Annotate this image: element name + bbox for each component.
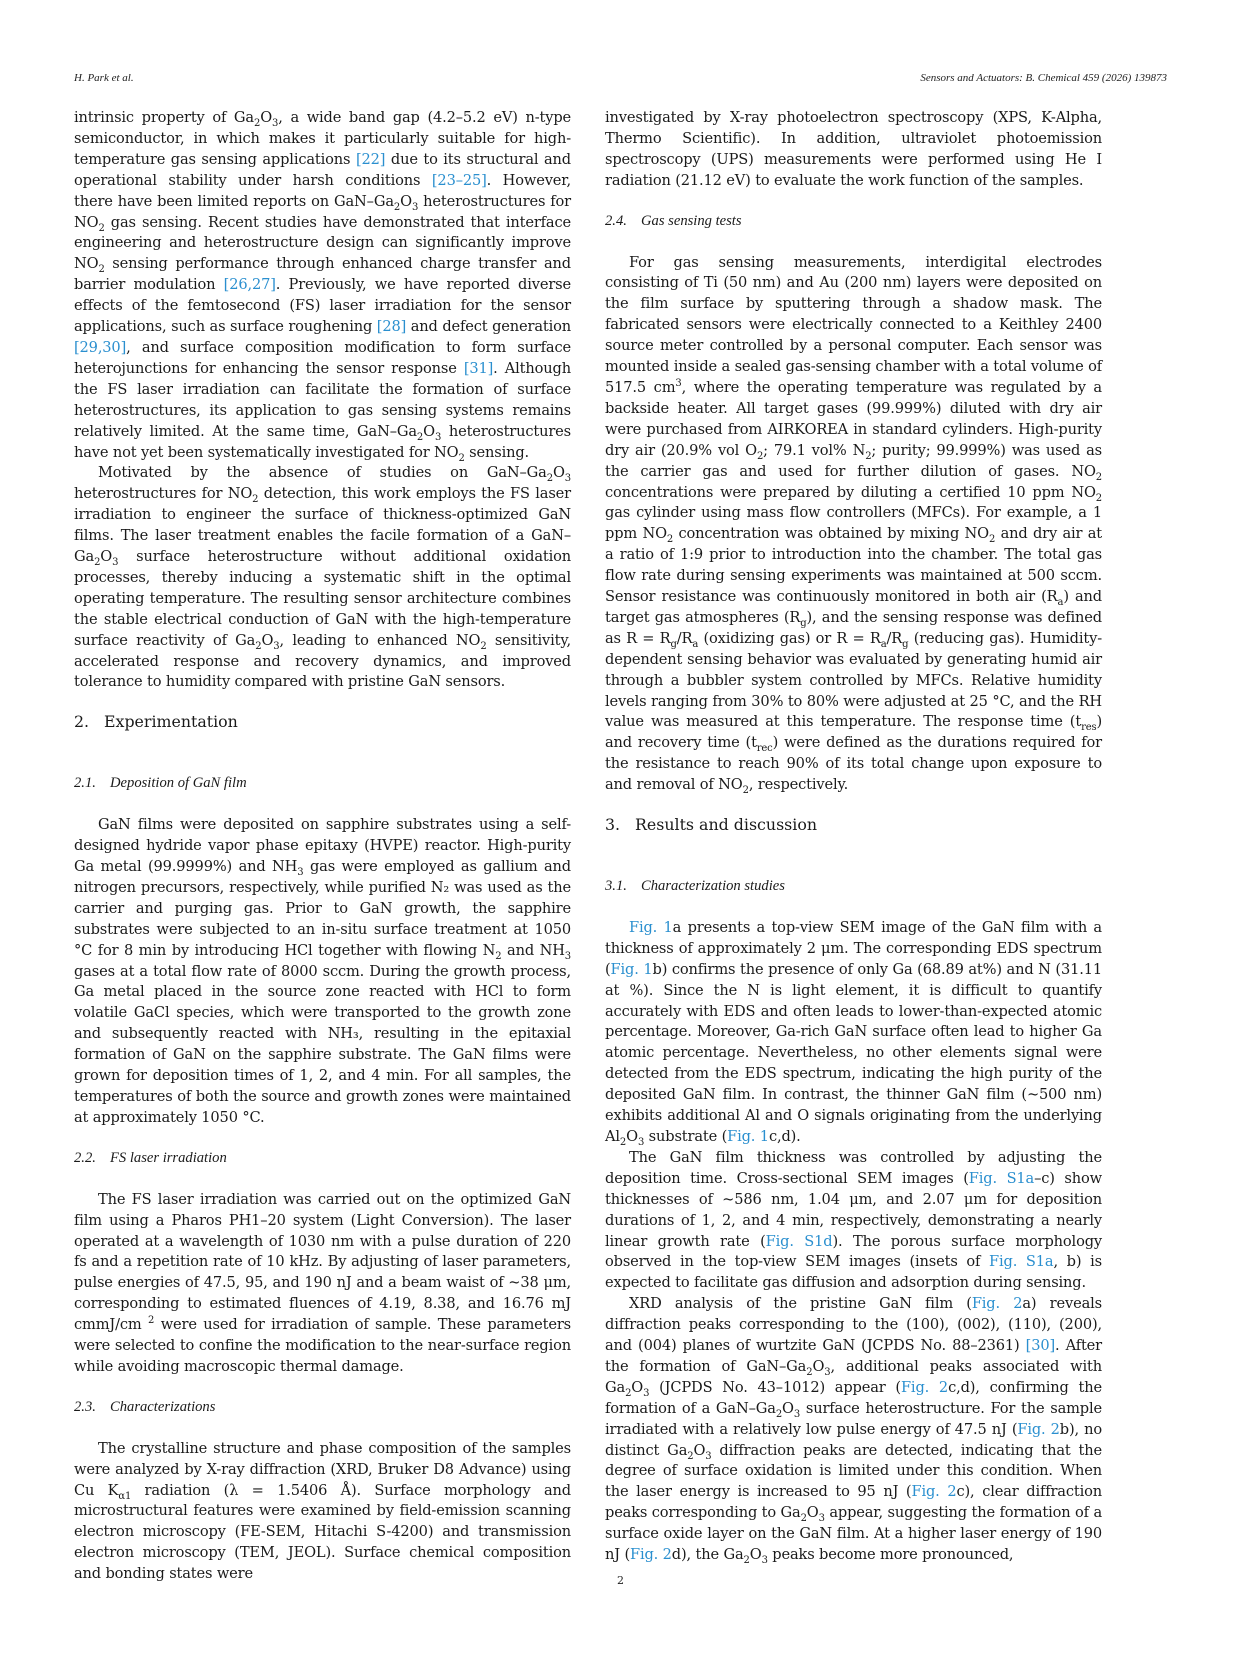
subscript: 2 <box>1095 492 1102 504</box>
subscript: rec <box>756 743 773 755</box>
subscript: 2 <box>98 222 105 234</box>
subscript: 2 <box>416 431 424 443</box>
section-number: 3. <box>605 815 621 835</box>
citation-link[interactable]: [23–25] <box>431 171 487 189</box>
figure-link[interactable]: Fig. 2 <box>1017 1420 1060 1438</box>
subsection-title: Characterizations <box>110 1398 216 1415</box>
subscript: 2 <box>1095 471 1102 483</box>
subscript: 3 <box>643 1387 650 1399</box>
subscript: a <box>880 638 887 650</box>
subscript: 2 <box>255 640 262 652</box>
figure-link[interactable]: Fig. 1 <box>610 960 653 978</box>
subsection-title: FS laser irradiation <box>110 1149 227 1166</box>
subsection-title: Characterization studies <box>641 878 785 894</box>
figure-link[interactable]: Fig. 1 <box>727 1127 769 1145</box>
right-column <box>605 108 1102 1566</box>
subsection-number: 2.3. <box>74 1398 96 1415</box>
citation-link[interactable]: [22] <box>355 150 386 168</box>
figure-link[interactable]: Fig. 2 <box>971 1295 1023 1313</box>
subsection-heading <box>74 754 571 815</box>
subscript: 3 <box>434 431 442 443</box>
subscript: 2 <box>666 534 674 546</box>
body-paragraph: The GaN film thickness was controlled by adjusting the deposition time. Cross-sectional SEM images (Fig. S1a–c) show thicknesses of ~586 nm, 1.04 μm, and 2.07 μm for deposition durations of 1, 2, and 4 min, respectively, demonstrating a nearly linear growth rate (Fig. S1d). The porous surface morphology observed in the top-view SEM images (insets of Fig. S1a, b) is expected to facilitate gas diffusion and adsorption during sensing. <box>605 1148 1102 1292</box>
subscript: 2 <box>806 1366 813 1378</box>
page-number: 2 <box>617 1574 624 1587</box>
subscript: 3 <box>818 1513 825 1525</box>
subscript: 2 <box>989 534 996 546</box>
subscript: 3 <box>564 950 571 962</box>
body-paragraph: investigated by X-ray photoelectron spectroscopy (XPS, K-Alpha, Thermo Scientific). In addition, ultraviolet photoemission spectroscopy (UPS) measurements were performed using He I radiation (21.12 eV) to evaluate the work function of the samples. <box>605 109 1102 189</box>
subscript: 2 <box>756 450 764 462</box>
running-head-journal: Sensors and Actuators: B. Chemical 459 (2026) 139873 <box>920 72 1167 84</box>
figure-link[interactable]: Fig. S1a <box>989 1253 1054 1271</box>
subscript: 2 <box>800 1513 807 1525</box>
subscript: g <box>902 638 909 650</box>
subscript: 3 <box>824 1366 831 1378</box>
citation-link[interactable]: [30] <box>1025 1337 1056 1355</box>
subsection-number: 2.2. <box>74 1149 96 1166</box>
subscript: 3 <box>793 1408 801 1420</box>
subscript: 2 <box>625 1387 632 1399</box>
subsection-heading <box>74 1129 571 1190</box>
subscript: 2 <box>94 556 101 568</box>
subscript: 2 <box>865 450 872 462</box>
subsection-heading <box>74 1378 571 1439</box>
body-paragraph: Motivated by the absence of studies on GaN–$Ga_2O_3$ heterostructures for $NO_2$ detection, this work employs the FS laser irradiation to engineer the surface of thickness-optimized GaN films. The laser treatment enables the facile formation of a GaN–$Ga_2O_3$ surface heterostructure without additional oxidation processes, thereby inducing a systematic shift in the optimal operating temperature. The resulting sensor architecture combines the stable electrical conduction of GaN with the high-temperature surface reactivity of $Ga_2O_3$, leading to enhanced $NO_2$ sensitivity, accelerated response and recovery dynamics, and improved tolerance to humidity compared with pristine GaN sensors. <box>74 464 572 691</box>
subscript: a <box>1057 596 1064 608</box>
subscript: 2 <box>252 494 259 506</box>
subsection-heading <box>605 857 1102 918</box>
citation-link[interactable]: [29,30] <box>74 338 127 356</box>
subscript: 3 <box>112 556 119 568</box>
subsection-heading <box>605 192 1102 253</box>
subscript: g <box>800 617 807 629</box>
figure-link[interactable]: Fig. 2 <box>911 1483 957 1501</box>
subscript: 3 <box>297 866 304 878</box>
subscript: 3 <box>272 117 279 129</box>
subscript: 3 <box>761 1555 768 1566</box>
subscript: g <box>670 638 677 650</box>
superscript: 2 <box>148 1315 155 1327</box>
section-title: Experimentation <box>104 712 238 732</box>
left-column <box>74 108 571 1585</box>
subscript: α1 <box>118 1490 132 1502</box>
subsection-number: 3.1. <box>605 878 627 894</box>
body-paragraph: For gas sensing measurements, interdigital electrodes consisting of Ti (50 nm) and Au (200 nm) layers were deposited on the film surface by sputtering through a shadow mask. The fabricated sensors were electrically connected to a Keithley 2400 source meter controlled by a personal computer. Each sensor was mounted inside a sealed gas-sensing chamber with a total volume of 517.5 $cm^3$, where the operating temperature was regulated by a backside heater. All target gases (99.999%) diluted with dry air were purchased from AIRKOREA in standard cylinders. High-purity dry air (20.9% vol $O_2$; 79.1 vol% $N_2$; purity; 99.999%) was used as the carrier gas and used for further dilution of gases. $NO_2$ concentrations were prepared by diluting a certified 10 ppm $NO_2$ gas cylinder using mass flow controllers (MFCs). For example, a 1 ppm $NO_2$ concentration was obtained by mixing $NO_2$ and dry air at a ratio of 1:9 prior to introduction into the chamber. The total gas flow rate during sensing experiments was maintained at 500 sccm. Sensor resistance was continuously monitored in both air $(R_a)$ and target gas atmospheres $(R_g)$, and the sensing response was defined as $R = R_g/R_a$ (oxidizing gas) or $R = R_a/R_g$ (reducing gas). Humidity-dependent sensing behavior was evaluated by generating humid air through a bubbler system controlled by MFCs. Relative humidity levels ranging from 30% to 80% were adjusted at 25 °C, and the RH value was measured at this temperature. The response time $(t_{res})$ and recovery time $(t_{rec})$ were defined as the durations required for the resistance to reach 90% of its total change upon exposure to and removal of $NO_2$, respectively. <box>605 253 1102 797</box>
body-paragraph: XRD analysis of the pristine GaN film (Fig. 2a) reveals diffraction peaks corresponding to the (100), (002), (110), (200), and (004) planes of wurtzite GaN (JCPDS No. 88–2361) [30]. After the formation of GaN–$Ga_2O_3$, additional peaks associated with $Ga_2O_3$ (JCPDS No. 43–1012) appear (Fig. 2c,d), confirming the formation of a GaN–$Ga_2O_3$ surface heterostructure. For the sample irradiated with a relatively low pulse energy of 47.5 nJ (Fig. 2b), no distinct $Ga_2O_3$ diffraction peaks are detected, indicating that the degree of surface oxidation is limited under this condition. When the laser energy is increased to 95 nJ (Fig. 2c), clear diffraction peaks corresponding to $Ga_2O_3$ appear, suggesting the formation of a surface oxide layer on the GaN film. At a higher laser energy of 190 nJ (Fig. 2d), the $Ga_2O_3$ peaks become more pronounced, <box>605 1295 1103 1566</box>
subscript: res <box>1081 722 1097 734</box>
running-head-authors: H. Park et al. <box>74 72 134 84</box>
citation-link[interactable]: [26,27] <box>223 276 276 294</box>
running-header <box>74 72 1167 88</box>
citation-link[interactable]: [28] <box>376 318 407 336</box>
subscript: 3 <box>705 1450 712 1462</box>
figure-link[interactable]: Fig. S1d <box>765 1232 833 1250</box>
section-heading <box>74 693 571 754</box>
superscript: 3 <box>675 378 682 390</box>
section-number: 2. <box>74 712 90 732</box>
body-paragraph: The crystalline structure and phase composition of the samples were analyzed by X-ray diffraction (XRD, Bruker D8 Advance) using Cu $K_{\alpha 1}$ radiation (λ = 1.5406 Å). Surface morphology and microstructural features were examined by field-emission scanning electron microscopy (FE-SEM, Hitachi S-4200) and transmission electron microscopy (TEM, JEOL). Surface chemical composition and bonding states were <box>74 1439 571 1583</box>
subscript: 2 <box>393 201 401 213</box>
subsection-title: Deposition of GaN film <box>110 775 247 792</box>
subscript: 3 <box>411 201 419 213</box>
subscript: 2 <box>458 452 465 464</box>
body-paragraph: The FS laser irradiation was carried out on the optimized GaN film using a Pharos PH1–20 system (Light Conversion). The laser operated at a wavelength of 1030 nm with a pulse duration of 220 fs and a repetition rate of 10 kHz. By adjusting of laser parameters, pulse energies of 47.5, 95, and 190 nJ and a beam waist of ~38 μm, corresponding to estimated fluences of 4.19, 8.38, and 16.76 mJ cmmJ/cm $^2$ were used for irradiation of sample. These parameters were selected to confine the modification to the near-surface region while avoiding macroscopic thermal damage. <box>74 1190 571 1375</box>
figure-link[interactable]: Fig. S1a <box>968 1169 1035 1187</box>
subscript: 2 <box>742 785 749 797</box>
subsection-title: Gas sensing tests <box>641 212 742 229</box>
subscript: 2 <box>546 473 553 485</box>
subscript: a <box>692 638 699 650</box>
figure-link[interactable]: Fig. 1 <box>629 918 673 936</box>
subscript: 2 <box>480 640 487 652</box>
subscript: 3 <box>637 1136 645 1148</box>
subscript: 2 <box>253 117 261 129</box>
section-heading <box>605 796 1102 857</box>
figure-link[interactable]: Fig. 2 <box>629 1546 672 1564</box>
subscript: 3 <box>273 640 280 652</box>
subscript: 2 <box>775 1408 783 1420</box>
subsection-number: 2.4. <box>605 212 627 229</box>
citation-link[interactable]: [31] <box>463 359 494 377</box>
subscript: 2 <box>495 950 502 962</box>
body-paragraph: intrinsic property of $Ga_2O_3$, a wide band gap (4.2–5.2 eV) n-type semiconductor, in which makes it particularly suitable for high-temperature gas sensing applications [22] due to its structural and operational stability under harsh conditions [23–25]. However, there have been limited reports on GaN–$Ga_2O_3$ heterostructures for $NO_2$ gas sensing. Recent studies have demonstrated that interface engineering and heterostructure design can significantly improve $NO_2$ sensing performance through enhanced charge transfer and barrier modulation [26,27]. Previously, we have reported diverse effects of the femtosecond (FS) laser irradiation for the sensor applications, such as surface roughening [28] and defect generation [29,30], and surface composition modification to form surface heterojunctions for enhancing the sensor response [31]. Although the FS laser irradiation can facilitate the formation of surface heterostructures, its application to gas sensing systems remains relatively limited. At the same time, GaN–$Ga_2O_3$ heterostructures have not yet been systematically investigated for $NO_2$ sensing. <box>74 109 572 464</box>
figure-link[interactable]: Fig. 2 <box>900 1378 949 1396</box>
subscript: 2 <box>619 1136 627 1148</box>
subscript: 2 <box>98 264 105 276</box>
subscript: 3 <box>564 473 571 485</box>
body-paragraph: GaN films were deposited on sapphire substrates using a self-designed hydride vapor phase epitaxy (HVPE) reactor. High-purity Ga metal (99.9999%) and $NH_3$ gas were employed as gallium and nitrogen precursors, respectively, while purified N₂ was used as the carrier and purging gas. Prior to GaN growth, the sapphire substrates were subjected to an in-situ surface treatment at 1050 °C for 8 min by introducing HCl together with flowing $N_2$ and $NH_3$ gases at a total flow rate of 8000 sccm. During the growth process, Ga metal placed in the source zone reacted with HCl to form volatile GaCl species, which were transported to the growth zone and subsequently reacted with NH₃, resulting in the epitaxial formation of GaN on the sapphire substrate. The GaN films were grown for deposition times of 1, 2, and 4 min. For all samples, the temperatures of both the source and growth zones were maintained at approximately 1050 °C. <box>74 816 571 1126</box>
subscript: 2 <box>687 1450 694 1462</box>
subscript: 2 <box>743 1555 750 1566</box>
subsection-number: 2.1. <box>74 775 96 792</box>
body-paragraph: Fig. 1a presents a top-view SEM image of the GaN film with a thickness of approximately 2 μm. The corresponding EDS spectrum (Fig. 1b) confirms the presence of only Ga (68.89 at%) and N (31.11 at %). Since the N is light element, it is difficult to quantify accurately with EDS and often leads to lower-than-expected atomic percentage. Moreover, Ga-rich GaN surface often lead to higher Ga atomic percentage. Nevertheless, no other elements signal were detected from the EDS spectrum, indicating the high purity of the deposited GaN film. In contrast, the thinner GaN film (~500 nm) exhibits additional Al and O signals originating from the underlying $Al_2O_3$ substrate (Fig. 1c,d). <box>605 918 1102 1148</box>
section-title: Results and discussion <box>635 815 818 835</box>
